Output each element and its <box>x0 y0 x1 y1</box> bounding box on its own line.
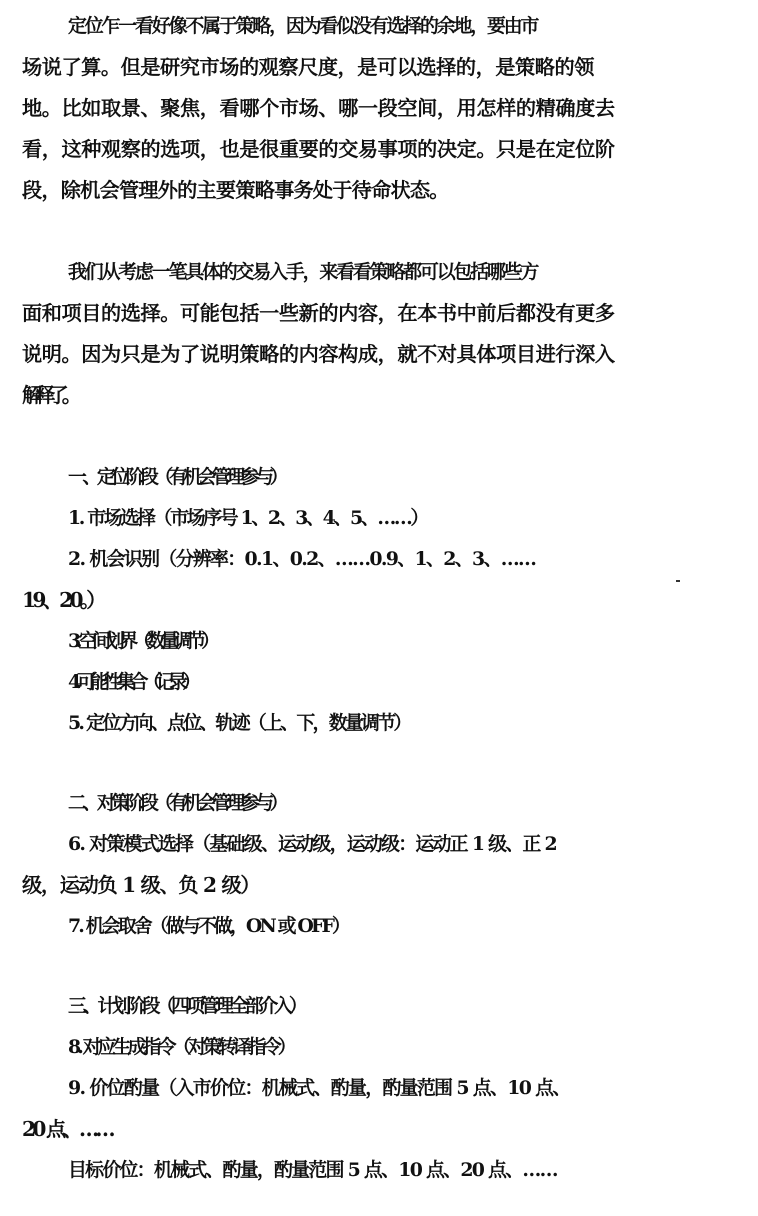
para1-line-2: 场说了算。但是研究市场的观察尺度，是可以选择的，是策略的领 <box>22 55 594 79</box>
para1-line-1: 定位乍一看好像不属于策略，因为看似没有选择的余地，要由市 <box>68 15 538 37</box>
section1-item-5: 5. 定位方向、点位、轨迹（上、下，数量调节） <box>68 712 410 734</box>
section1-item-2-cont: 19、20。） <box>22 588 103 612</box>
section2-item-6: 6. 对策模式选择（基础级、运动级，运动级：运动正 1 级、正 2 <box>68 833 556 855</box>
section2-item-7: 7. 机会取舍（做与不做，ON 或 OFF） <box>68 915 349 937</box>
para2-line-2: 面和项目的选择。可能包括一些新的内容，在本书中前后都没有更多 <box>22 301 615 325</box>
section1-heading: 一、定位阶段（有机会管理参与） <box>68 466 285 488</box>
section3-item-9: 9. 价位酌量（入市价位：机械式、酌量，酌量范围 5 点、10 点、 <box>68 1077 570 1099</box>
para2-line-3: 说明。因为只是为了说明策略的内容构成，就不对具体项目进行深入 <box>22 342 615 366</box>
section3-item-9-cont: 20 点、…… <box>22 1117 112 1141</box>
para1-line-5: 段，除机会管理外的主要策略事务处于待命状态。 <box>22 178 449 202</box>
section1-item-2: 2. 机会识别（分辨率：0.1、0.2、……0.9、1、2、3、…… <box>68 548 536 570</box>
para1-line-4: 看，这种观察的选项，也是很重要的交易事项的决定。只是在定位阶 <box>22 137 615 161</box>
section2-heading: 二、对策阶段（有机会管理参与） <box>68 792 285 814</box>
section3-item-9-target: 目标价位：机械式、酌量，酌量范围 5 点、10 点、20 点、…… <box>68 1159 557 1181</box>
section1-item-3: 3. 空间划界（数量调节） <box>68 630 215 652</box>
section3-heading: 三、计划阶段（四项管理全部介入） <box>68 995 304 1017</box>
section3-item-8: 8. 对应生成指令（对策转译指令） <box>68 1036 293 1058</box>
section1-item-1: 1. 市场选择（市场序号 1、2、3、4、5、……） <box>68 507 427 529</box>
para1-line-3: 地。比如取景、聚焦，看哪个市场、哪一段空间，用怎样的精确度去 <box>22 96 615 120</box>
scan-speck <box>676 580 680 582</box>
section1-item-4: 4. 可能性集合（记录） <box>68 671 196 693</box>
section2-item-6-cont: 级，运动负 1 级、负 2 级） <box>22 873 260 897</box>
para2-line-4: 解释了。 <box>22 383 76 407</box>
para2-line-1: 我们从考虑一笔具体的交易入手，来看看策略都可以包括哪些方 <box>68 261 538 283</box>
